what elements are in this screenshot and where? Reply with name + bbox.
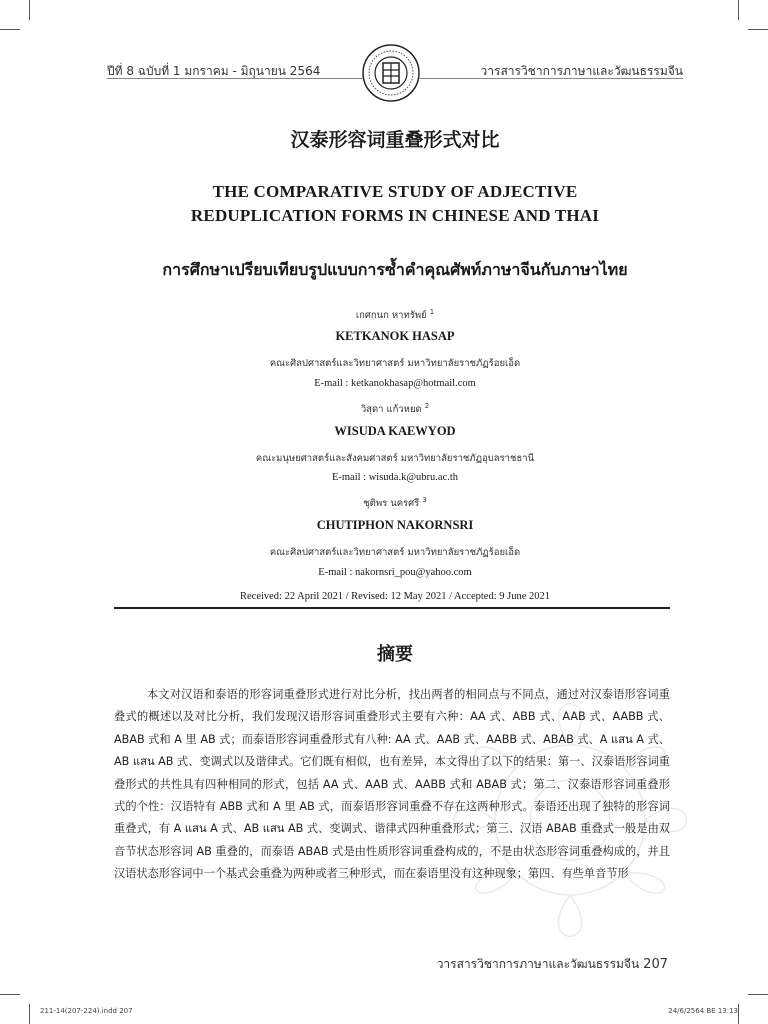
abstract-heading: 摘要 — [377, 644, 413, 665]
author-affiliation: คณะศิลปศาสตร์และวิทยาศาสตร์ มหาวิทยาลัยราชภัฏร้อยเอ็ด — [269, 547, 521, 558]
university-seal-icon — [362, 44, 420, 102]
crop-mark — [0, 994, 20, 995]
page-number: 207 — [643, 957, 668, 972]
submission-dates: Received: 22 April 2021 / Revised: 12 May 2021 / Accepted: 9 June 2021 — [240, 591, 550, 602]
crop-mark — [738, 1004, 739, 1024]
author-thai-name: ชุติพร นครศรี $^3$ — [363, 496, 427, 510]
author-thai-name: เกศกนก หาทรัพย์ $^1$ — [355, 308, 435, 322]
journal-name-header: วารสารวิชาการภาษาและวัฒนธรรมจีน — [480, 64, 683, 78]
author-email: E-mail : ketkanokhasap@hotmail.com — [314, 378, 476, 389]
title-english — [107, 180, 683, 228]
author-english-name: CHUTIPHON NAKORNSRI — [316, 518, 474, 532]
abstract-body: 本文对汉语和泰语的形容词重叠形式进行对比分析，找出两者的相同点与不同点，通过对汉泰语形容词重叠式的概述以及对比分析，我们发现汉语形容词重叠形式主要有六种：AA 式、ABB 式、AAB 式、AABB 式、ABAB 式和 A 里 AB 式；而泰语形容词重叠形式有八种: AA 式、AAB 式、AABB 式、ABAB 式、A แสน A 式、AB แสน AB 式、变调式以及谐律式。它们既有相似，也有差异，本文得出了以下的结果：第一、汉泰语形容词重叠形式的共性具有四种相同的形式，包括 AA 式、AAB 式、AABB 式和 ABAB 式；第二、汉泰语形容词重叠形式的个性：汉语特有 ABB 式和 A 里 AB 式，而泰语形容词重叠不存在这两种形式。泰语还出现了独特的形容词重叠式，有 A แสน A 式、AB แสน AB 式、变调式、谐律式四种重叠形式；第三、汉语 ABAB 重叠式一般是由双音节状态形容词 AB 重叠的，而泰语 ABAB 式是由性质形容词重叠构成的，不是由状态形容词重叠构成的，并且汉语状态形容词中一个基式会重叠为两种或者三种形式，而在泰语里没有这种现象；第四、有些单音节形 — [114, 688, 670, 881]
author-email: E-mail : wisuda.k@ubru.ac.th — [331, 472, 458, 483]
print-slug-file: 211-14(207-224).indd 207 — [40, 1007, 133, 1015]
running-footer — [437, 955, 668, 974]
section-rule — [114, 607, 670, 609]
issue-info: ปีที่ 8 ฉบับที่ 1 มกราคม - มิถุนายน 2564 — [107, 64, 321, 78]
author-affiliation: คณะศิลปศาสตร์และวิทยาศาสตร์ มหาวิทยาลัยราชภัฏร้อยเอ็ด — [269, 358, 521, 369]
author-english-name: KETKANOK HASAP — [335, 329, 455, 343]
title-chinese: 汉泰形容词重叠形式对比 — [290, 129, 500, 151]
crop-mark — [748, 29, 768, 30]
author-english-name: WISUDA KAEWYOD — [334, 424, 456, 438]
title-english-line1: THE COMPARATIVE STUDY OF ADJECTIVE — [212, 182, 578, 201]
author-affiliation: คณะมนุษยศาสตร์และสังคมศาสตร์ มหาวิทยาลัยราชภัฏอุบลราชธานี — [255, 453, 535, 464]
crop-mark — [738, 0, 739, 20]
crop-mark — [748, 994, 768, 995]
title-thai: การศึกษาเปรียบเทียบรูปแบบการซ้ำคำคุณศัพท์ภาษาจีนกับภาษาไทย — [162, 260, 628, 279]
author-email: E-mail : nakornsri_pou@yahoo.com — [318, 567, 472, 578]
crop-mark — [0, 29, 20, 30]
journal-name-footer: วารสารวิชาการภาษาและวัฒนธรรมจีน — [436, 957, 640, 971]
title-english-line2: REDUPLICATION FORMS IN CHINESE AND THAI — [190, 206, 600, 225]
author-thai-name: วิสุดา แก้วหยด $^2$ — [360, 402, 430, 416]
print-slug-timestamp: 24/6/2564 BE 13:13 — [668, 1007, 738, 1015]
crop-mark — [29, 0, 30, 20]
crop-mark — [29, 1004, 30, 1024]
